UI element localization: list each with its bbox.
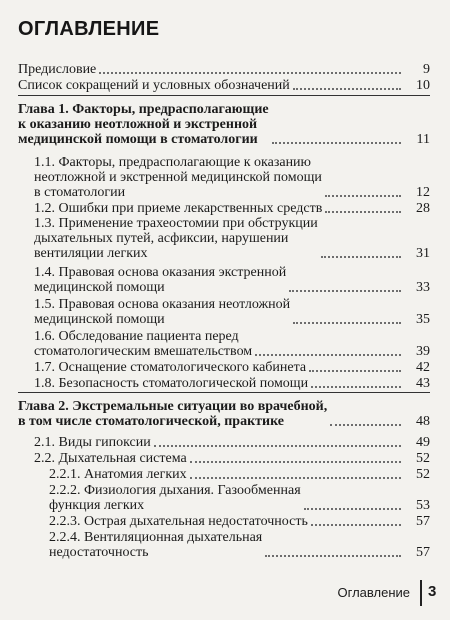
chapter-title: Глава 1. Факторы, предрасполагающие к оказанию неотложной и экстренной медицинской помощи в стоматологии [18, 102, 269, 147]
toc-entry-title: 2.2.1. Анатомия легких [49, 467, 187, 482]
dot-leader [325, 194, 401, 197]
toc-entry-2-2-1 [49, 467, 430, 482]
toc-entry-page: 49 [416, 435, 430, 450]
toc-entry-title: 2.1. Виды гипоксии [34, 435, 151, 450]
toc-entry-2-2 [34, 451, 430, 466]
toc-entry-title: 2.2. Дыхательная система [34, 451, 187, 466]
toc-entry-1-8 [34, 376, 430, 391]
chapter-title: Глава 2. Экстремальные ситуации во врачебной, в том числе стоматологической, практике [18, 399, 328, 429]
section-divider [18, 95, 430, 96]
dot-leader [265, 554, 401, 557]
toc-entry-page: 39 [416, 344, 430, 359]
toc-entry-page: 35 [416, 312, 430, 327]
toc-entry-preface [18, 62, 430, 77]
toc-entry-title: Предисловие [18, 62, 97, 77]
toc-entry-page: 11 [416, 132, 430, 147]
dot-leader [154, 444, 401, 447]
dot-leader [321, 255, 401, 258]
toc-entry-page: 48 [416, 414, 430, 429]
toc-entry-1-6 [34, 329, 430, 359]
dot-leader [255, 353, 401, 356]
section-divider [18, 392, 430, 393]
toc-entry-page: 31 [416, 246, 430, 261]
toc-entry-title: 1.7. Оснащение стоматологического кабинета [34, 360, 307, 375]
dot-leader [325, 210, 401, 213]
toc-entry-title: 1.5. Правовая основа оказания неотложной медицинской помощи [34, 297, 291, 327]
dot-leader [289, 289, 401, 292]
toc-entry-title: 1.6. Обследование пациента перед стоматологическим вмешательством [34, 329, 253, 359]
toc-entry-page: 57 [416, 514, 430, 529]
toc-entry-page: 52 [416, 451, 430, 466]
toc-entry-title: Список сокращений и условных обозначений [18, 78, 290, 93]
toc-entry-page: 12 [416, 185, 430, 200]
toc-entry-page: 52 [416, 467, 430, 482]
footer-section-label: Оглавление [337, 585, 410, 600]
toc-chapter-2 [18, 399, 430, 429]
toc-entry-2-2-3 [49, 514, 430, 529]
toc-entry-title: 1.4. Правовая основа оказания экстренной медицинской помощи [34, 265, 287, 295]
dot-leader [190, 460, 401, 463]
toc-entry-1-7 [34, 360, 430, 375]
toc-entry-title: 1.2. Ошибки при приеме лекарственных средств [34, 201, 323, 216]
toc-entry-page: 57 [416, 545, 430, 560]
toc-entry-abbreviations [18, 78, 430, 93]
toc-chapter-1 [18, 102, 430, 147]
toc-entry-page: 43 [416, 376, 430, 391]
toc-entry-title: 1.3. Применение трахеостомии при обструкции дыхательных путей, асфиксии, нарушении вентиляции легких [34, 216, 318, 261]
dot-leader [293, 87, 401, 90]
toc-entry-title: 2.2.3. Острая дыхательная недостаточность [49, 514, 308, 529]
toc-entry-1-3 [34, 216, 430, 261]
toc-entry-page: 33 [416, 280, 430, 295]
toc-entry-1-4 [34, 265, 430, 295]
toc-entry-2-2-2 [49, 483, 430, 513]
footer-separator [420, 580, 422, 606]
toc-entry-title: 1.8. Безопасность стоматологической помощи [34, 376, 309, 391]
dot-leader [309, 369, 401, 372]
page-number: 3 [428, 583, 437, 600]
dot-leader [272, 141, 401, 144]
toc-entry-title: 1.1. Факторы, предрасполагающие к оказанию неотложной и экстренной медицинской помощи в стоматологии [34, 155, 322, 200]
toc-entry-title: 2.2.4. Вентиляционная дыхательная недостаточность [49, 530, 263, 560]
dot-leader [99, 71, 401, 74]
toc-entry-page: 10 [416, 78, 430, 93]
toc-entry-1-1 [34, 155, 430, 200]
toc-entry-2-1 [34, 435, 430, 450]
dot-leader [330, 423, 401, 426]
dot-leader [311, 385, 401, 388]
dot-leader [293, 321, 401, 324]
toc-entry-page: 28 [416, 201, 430, 216]
dot-leader [311, 523, 401, 526]
page-title: ОГЛАВЛЕНИЕ [18, 18, 160, 40]
toc-entry-1-2 [34, 201, 430, 216]
dot-leader [304, 507, 401, 510]
toc-entry-page: 53 [416, 498, 430, 513]
toc-entry-title: 2.2.2. Физиология дыхания. Газообменная функция легких [49, 483, 301, 513]
toc-entry-page: 9 [423, 62, 430, 77]
toc-entry-1-5 [34, 297, 430, 327]
toc-entry-page: 42 [416, 360, 430, 375]
toc-entry-2-2-4 [49, 530, 430, 560]
dot-leader [190, 476, 401, 479]
